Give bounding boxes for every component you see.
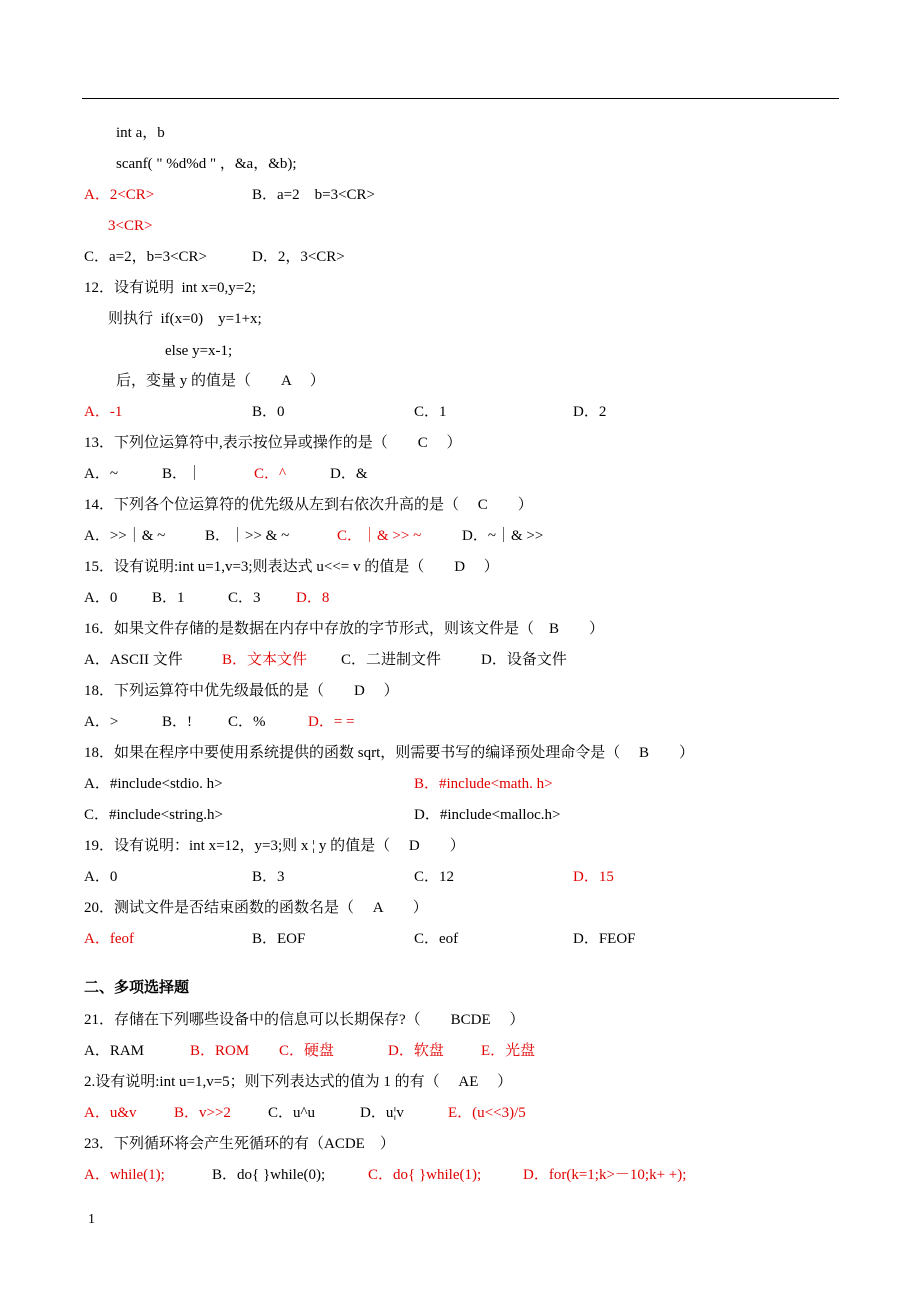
text-segment: 16．如果文件存储的是数据在内存中存放的字节形式，则该文件是（ B ） — [84, 621, 605, 637]
answer-highlight: D．软盘 — [388, 1043, 444, 1059]
answer-highlight: A．feof — [84, 931, 134, 947]
text-line — [0, 308, 920, 330]
answer-highlight: C．do{ }while(1); — [368, 1167, 482, 1183]
text-line — [0, 587, 920, 609]
answer-highlight: B．v>>2 — [174, 1105, 231, 1121]
text-segment: 15．设有说明:int u=1,v=3;则表达式 u<<= v 的值是（ D ） — [84, 559, 499, 575]
text-line — [0, 153, 920, 175]
text-segment: C．#include<string.h> — [84, 807, 223, 823]
text-line — [0, 1133, 920, 1155]
text-segment: else y=x-1; — [165, 343, 233, 359]
text-segment: B．｜>> & ~ — [205, 528, 290, 544]
text-line — [0, 122, 920, 144]
text-segment: D．u¦v — [360, 1105, 404, 1121]
answer-highlight: D．for(k=1;k>－10;k+ +); — [523, 1167, 687, 1183]
answer-highlight: A．-1 — [84, 404, 123, 420]
text-segment: D．#include<malloc.h> — [414, 807, 561, 823]
answer-highlight: D．= = — [308, 714, 355, 730]
answer-highlight: 3<CR> — [108, 218, 153, 234]
text-segment: 12．设有说明 int x=0,y=2; — [84, 280, 256, 296]
header-rule — [82, 98, 839, 99]
text-line — [0, 401, 920, 423]
text-segment: 13．下列位运算符中,表示按位异或操作的是（ C ） — [84, 435, 462, 451]
text-segment: D．设备文件 — [481, 652, 567, 668]
page-number: 1 — [88, 1212, 95, 1227]
text-line — [0, 494, 920, 516]
text-line — [0, 618, 920, 640]
text-segment: 20．测试文件是否结束函数的函数名是（ A ） — [84, 900, 428, 916]
text-segment: 19．设有说明：int x=12，y=3;则 x ¦ y 的值是（ D ） — [84, 838, 465, 854]
text-line — [0, 340, 920, 362]
answer-highlight: B．ROM — [190, 1043, 250, 1059]
text-segment: A．0 — [84, 590, 118, 606]
text-segment: A．#include<stdio. h> — [84, 776, 223, 792]
text-segment: int a，b — [116, 125, 165, 141]
answer-highlight: B．#include<math. h> — [414, 776, 553, 792]
text-segment: 后，变量 y 的值是（ A ） — [116, 373, 325, 389]
text-line — [0, 977, 920, 999]
text-line — [0, 556, 920, 578]
text-segment: C．u^u — [268, 1105, 316, 1121]
answer-highlight: C．硬盘 — [279, 1043, 335, 1059]
text-line — [0, 246, 920, 268]
text-line — [0, 804, 920, 826]
text-segment: D．2 — [573, 404, 607, 420]
text-line — [0, 1009, 920, 1031]
text-line — [0, 928, 920, 950]
text-line — [0, 711, 920, 733]
text-segment: B．3 — [252, 869, 285, 885]
text-segment: A．~ — [84, 466, 118, 482]
text-segment: C．% — [228, 714, 266, 730]
text-segment: 21．存储在下列哪些设备中的信息可以长期保存?（ BCDE ） — [84, 1012, 525, 1028]
answer-highlight: E．光盘 — [481, 1043, 536, 1059]
answer-highlight: A．while(1); — [84, 1167, 165, 1183]
text-segment: D．FEOF — [573, 931, 636, 947]
text-segment: D．~｜& >> — [462, 528, 544, 544]
text-segment: C．二进制文件 — [341, 652, 442, 668]
text-segment: D．& — [330, 466, 368, 482]
text-segment: C．12 — [414, 869, 455, 885]
text-line — [0, 1164, 920, 1186]
text-line — [0, 1071, 920, 1093]
text-line — [0, 866, 920, 888]
text-line — [0, 1040, 920, 1062]
text-segment: scanf( " %d%d " ，&a，&b); — [116, 156, 297, 172]
text-line — [0, 773, 920, 795]
text-line — [0, 215, 920, 237]
text-line — [0, 525, 920, 547]
text-line — [0, 432, 920, 454]
answer-highlight: E．(u<<3)/5 — [448, 1105, 526, 1121]
answer-highlight: A．u&v — [84, 1105, 137, 1121]
text-line — [0, 370, 920, 392]
text-segment: B．do{ }while(0); — [212, 1167, 326, 1183]
text-segment: 则执行 if(x=0) y=1+x; — [108, 311, 262, 327]
text-line — [0, 835, 920, 857]
text-segment: B．! — [162, 714, 193, 730]
text-segment: B．0 — [252, 404, 285, 420]
text-line — [0, 184, 920, 206]
text-line — [0, 463, 920, 485]
text-line — [0, 897, 920, 919]
text-segment: 14．下列各个位运算符的优先级从左到右依次升高的是（ C ） — [84, 497, 533, 513]
answer-highlight: C．｜& >> ~ — [337, 528, 422, 544]
text-segment: A．> — [84, 714, 119, 730]
text-line — [0, 1102, 920, 1124]
text-segment: B．｜ — [162, 466, 203, 482]
text-segment: A．>>｜& ~ — [84, 528, 166, 544]
text-segment: B．a=2 b=3<CR> — [252, 187, 376, 203]
text-line — [0, 680, 920, 702]
text-segment: A．ASCII 文件 — [84, 652, 183, 668]
text-segment: 23．下列循环将会产生死循环的有（ACDE ） — [84, 1136, 395, 1152]
answer-highlight: B．文本文件 — [222, 652, 308, 668]
text-segment: D．2，3<CR> — [252, 249, 345, 265]
text-segment: B．1 — [152, 590, 185, 606]
text-segment: 18．下列运算符中优先级最低的是（ D ） — [84, 683, 399, 699]
answer-highlight: D．8 — [296, 590, 330, 606]
text-segment: C．a=2，b=3<CR> — [84, 249, 208, 265]
text-line — [0, 649, 920, 671]
text-segment: A．RAM — [84, 1043, 145, 1059]
text-line — [0, 277, 920, 299]
answer-highlight: D．15 — [573, 869, 614, 885]
text-segment: C．1 — [414, 404, 447, 420]
text-segment: C．eof — [414, 931, 459, 947]
text-line — [0, 742, 920, 764]
text-segment: 2.设有说明:int u=1,v=5；则下列表达式的值为 1 的有（ AE ） — [84, 1074, 513, 1090]
text-segment: 二、多项选择题 — [84, 980, 190, 996]
text-segment: B．EOF — [252, 931, 306, 947]
text-segment: C．3 — [228, 590, 261, 606]
answer-highlight: A．2<CR> — [84, 187, 155, 203]
text-segment: 18．如果在程序中要使用系统提供的函数 sqrt，则需要书写的编译预处理命令是（ B ） — [84, 745, 695, 761]
answer-highlight: C．^ — [254, 466, 287, 482]
text-segment: A．0 — [84, 869, 118, 885]
